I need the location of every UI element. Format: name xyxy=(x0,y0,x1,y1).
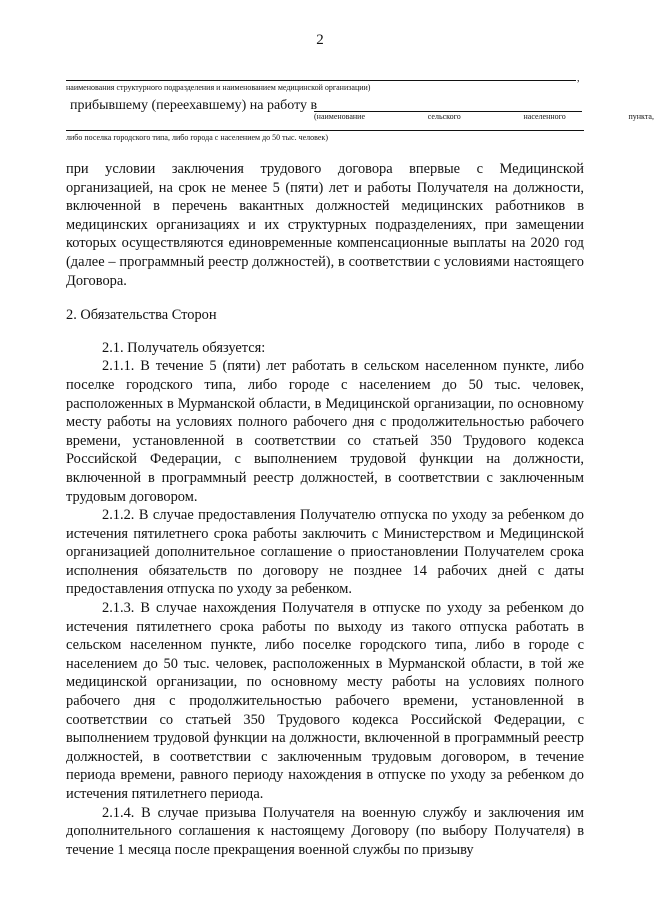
caption-word: пункта, xyxy=(628,112,654,121)
caption-word: населенного xyxy=(523,112,566,121)
arrived-text: прибывшему (переехавшему) на работу в xyxy=(70,98,318,113)
field-caption-row xyxy=(314,112,654,121)
form-line-organization xyxy=(66,70,586,93)
section-title: 2. Обязательства Сторон xyxy=(66,307,217,324)
clause-2-1: 2.1. Получатель обязуется: xyxy=(102,339,266,356)
form-line-settlement-type xyxy=(66,130,586,143)
clause-2-1-2: 2.1.2. В случае предоставления Получателю отпуска по уходу за ребенком до истечения пятилетнего срока работы заключить с Министерством и Медицинской организацией дополнительное соглашение о приостановлении Получателем срока исполнения обязательств по договору не позднее 14 рабочих дней с даты предоставления отпуска по уходу за ребенком. xyxy=(66,507,584,598)
line-comma: , xyxy=(577,73,580,84)
clause-2-1-3: 2.1.3. В случае нахождения Получателя в отпуске по уходу за ребенком до истечения пятилетнего срока работы по выходу из такого отпуска работать в сельском населенном пункте, либо поселке городского типа, либо в городе с населением до 50 тыс. человек, расположенных в Мурманской области, в той же медицинской организации, по основному месту работы на условиях полного рабочего дня с продолжительностью рабочего времени, установленной в соответствии со статьей 350 Трудового кодекса Российской Федерации, с выполнением трудовой функции на должности, включенной в программный реестр должностей, в соответствии с заключенным трудовым договором, в течение периода времени, равного периоду нахождения в отпуске по уходу за ребенком до истечения пятилетнего периода. xyxy=(66,600,584,802)
clause-2-1-1: 2.1.1. В течение 5 (пяти) лет работать в сельском населенном пункте, либо поселке городского типа, либо городе с населением до 50 тыс. человек, расположенных в Мурманской области, в Медицинской организации, по основному месту работы на условиях полного рабочего дня с продолжительностью рабочего времени, установленной в соответствии со статьей 350 Трудового кодекса Российской Федерации, с выполнением трудовой функции на должности, включенной в программный реестр должностей, в соответствии с заключенным трудовым договором. xyxy=(66,358,584,505)
fill-in-line xyxy=(66,130,584,131)
intro-paragraph: при условии заключения трудового договора впервые с Медицинской организацией, на срок не менее 5 (пяти) лет и работы Получателя на должности, включенной в перечень вакантных должностей медицинских работников в медицинских организациях и их структурных подразделениях, при замещении которых осуществляются единовременные компенсационные выплаты на 2020 год (далее – программный реестр должностей), в соответствии с условиями настоящего Договора. xyxy=(66,161,584,289)
caption-word: (наименование xyxy=(314,112,366,121)
field-caption: наименования структурного подразделения и наименованием медицинской организации) xyxy=(66,83,371,92)
field-caption: либо поселка городского типа, либо города с населением до 50 тыс. человек) xyxy=(66,133,328,142)
document-body xyxy=(66,160,584,859)
page-number: 2 xyxy=(316,32,324,48)
fill-in-line xyxy=(66,80,576,81)
caption-word: сельского xyxy=(427,112,461,121)
clause-2-1-4: 2.1.4. В случае призыва Получателя на военную службу и заключения им дополнительного соглашения к настоящему Договору (по выбору Получателя) в течение 1 месяца после прекращения военной службы по призыву xyxy=(66,804,584,858)
